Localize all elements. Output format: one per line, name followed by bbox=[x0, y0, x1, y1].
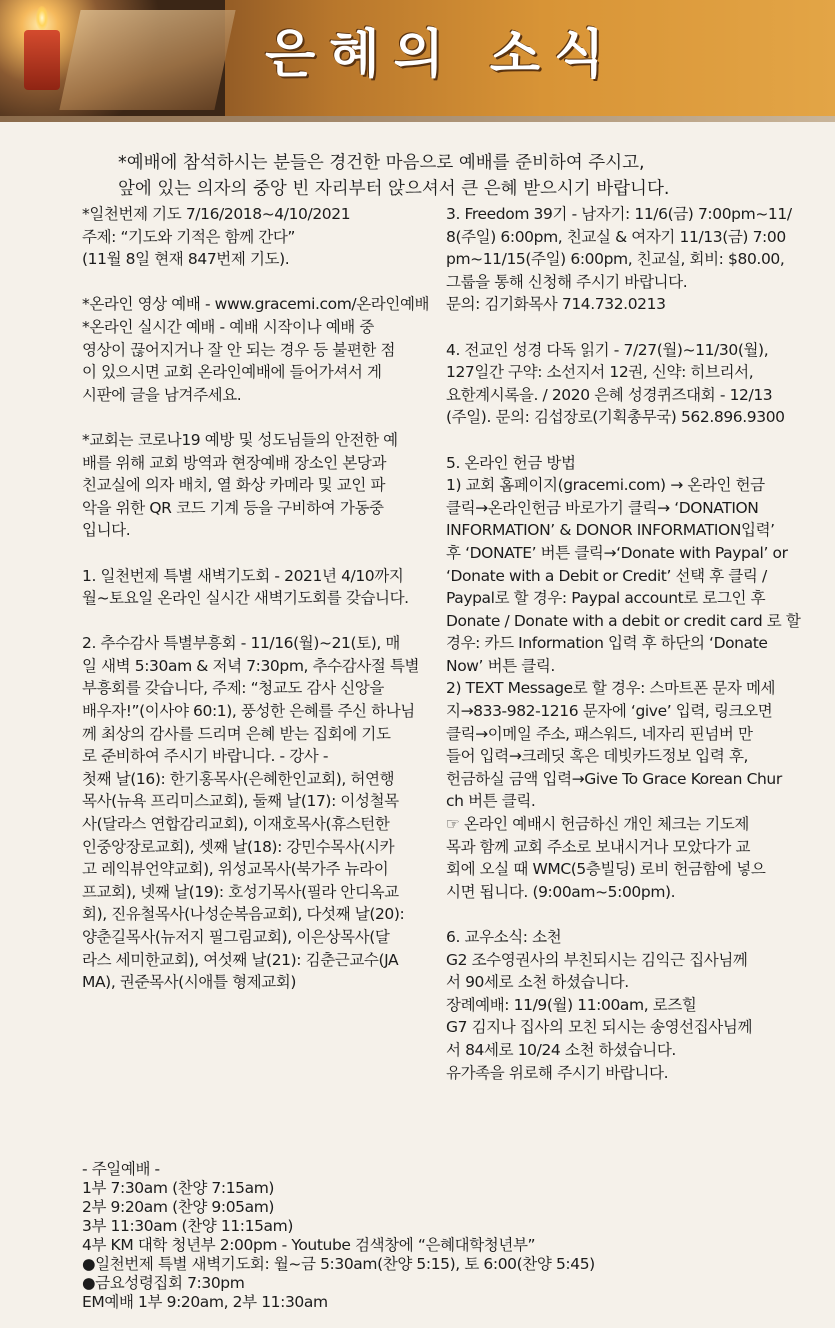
schedule-line: 1부 7:30am (찬양 7:15am) bbox=[82, 1179, 275, 1197]
notice-line: 배우자!”(이사야 60:1), 풍성한 은혜를 주신 하나님 bbox=[82, 702, 415, 721]
notice-line: G7 김지나 집사의 모친 되시는 송영선집사님께 bbox=[446, 1018, 753, 1037]
notice-line: 부흥회를 갖습니다, 주제: “청교도 감사 신앙을 bbox=[82, 679, 384, 698]
notice-line: 영상이 끊어지거나 잘 안 되는 경우 등 불편한 점 bbox=[82, 340, 396, 359]
notice-line: 시판에 글을 남겨주세요. bbox=[82, 385, 242, 404]
notice-line: 이 있으시면 교회 온라인예배에 들어가셔서 게 bbox=[82, 363, 382, 382]
notice-line: 프교회), 넷째 날(19): 호성기목사(필라 안디옥교 bbox=[82, 882, 399, 901]
notice-line: 목과 함께 교회 주소로 보내시거나 모았다가 교 bbox=[446, 837, 751, 856]
left-column bbox=[82, 203, 434, 1016]
notice-line: 회에 오실 때 WMC(5층빌딩) 로비 헌금함에 넣으 bbox=[446, 860, 766, 879]
notice-line: 친교실에 의자 배치, 열 화상 카메라 및 교인 파 bbox=[82, 476, 386, 495]
notice-line: 로 준비하여 주시기 바랍니다. - 강사 - bbox=[82, 747, 329, 766]
notice-line: 입니다. bbox=[82, 521, 131, 540]
notice-line: Now’ 버튼 클릭. bbox=[446, 656, 555, 675]
notice-line: *온라인 실시간 예배 - 예배 시작이나 예배 중 bbox=[82, 317, 374, 336]
notice-line: (11월 8일 현재 847번제 기도). bbox=[82, 250, 290, 269]
notice-block bbox=[82, 565, 434, 610]
notice-line: INFORMATION’ & DONOR INFORMATION입력’ bbox=[446, 521, 775, 540]
notice-line: 2) TEXT Message로 할 경우: 스마트폰 문자 메세 bbox=[446, 679, 776, 698]
candle-prayer-photo bbox=[0, 0, 225, 116]
notice-block bbox=[446, 452, 801, 904]
notice-line: 1. 일천번제 특별 새벽기도회 - 2021년 4/10까지 bbox=[82, 566, 404, 585]
notice-line: 5. 온라인 헌금 방법 bbox=[446, 453, 576, 472]
notice-block bbox=[82, 203, 434, 271]
schedule-line: 4부 KM 대학 청년부 2:00pm - Youtube 검색창에 “은혜대학청년부” bbox=[82, 1236, 536, 1254]
notice-line: 127일간 구약: 소선지서 12권, 신약: 히브리서, bbox=[446, 363, 754, 382]
notice-line: 3. Freedom 39기 - 남자기: 11/6(금) 7:00pm~11/ bbox=[446, 205, 792, 223]
notice-block bbox=[82, 293, 434, 406]
notice-line: *일천번제 기도 7/16/2018~4/10/2021 bbox=[82, 205, 351, 223]
notice-line: ☞ 온라인 예배시 헌금하신 개인 체크는 기도제 bbox=[446, 815, 749, 834]
open-bible-image bbox=[59, 10, 235, 110]
notice-line: Donate / Donate with a debit or credit card 로 할 bbox=[446, 611, 801, 630]
notice-block bbox=[446, 203, 798, 316]
notice-line: 1) 교회 홈페이지(gracemi.com) → 온라인 헌금 bbox=[446, 476, 765, 495]
notice-line: 회), 진유철목사(나성순복음교회), 다섯째 날(20): bbox=[82, 905, 405, 924]
notice-line: 들어 입력→크레딧 혹은 데빗카드정보 입력 후, bbox=[446, 747, 749, 766]
page-title: 은혜의 소식 bbox=[265, 24, 619, 85]
notice-block bbox=[82, 429, 434, 542]
notice-line: G2 조수영권사의 부친되시는 김익근 집사님께 bbox=[446, 950, 748, 969]
schedule-line: ●금요성령집회 7:30pm bbox=[82, 1274, 245, 1292]
notice-line: 주제: “기도와 기적은 함께 간다” bbox=[82, 227, 296, 246]
notice-line: Paypal로 할 경우: Paypal account로 로그인 후 bbox=[446, 589, 766, 608]
notice-line: MA), 권준목사(시애틀 형제교회) bbox=[82, 973, 297, 992]
notice-line: 월~토요일 온라인 실시간 새벽기도회를 갖습니다. bbox=[82, 589, 409, 608]
notice-line: 악을 위한 QR 코드 기계 등을 구비하여 가동중 bbox=[82, 498, 384, 517]
notice-line: 사(달라스 연합감리교회), 이재호목사(휴스턴한 bbox=[82, 815, 390, 834]
notice-line: 요한계시록을. / 2020 은혜 성경퀴즈대회 - 12/13 bbox=[446, 385, 773, 404]
notice-line: ‘Donate with a Debit or Credit’ 선택 후 클릭 / bbox=[446, 566, 767, 585]
schedule-line: 3부 11:30am (찬양 11:15am) bbox=[82, 1217, 293, 1235]
notice-line: 인중앙장로교회), 셋째 날(18): 강민수목사(시카 bbox=[82, 837, 395, 856]
notice-line: 4. 전교인 성경 다독 읽기 - 7/27(월)~11/30(월), bbox=[446, 340, 769, 359]
notice-line: 배를 위해 교회 방역과 현장예배 장소인 본당과 bbox=[82, 453, 387, 472]
notice-line: 후 ‘DONATE’ 버튼 클릭→‘Donate with Paypal’ or bbox=[446, 543, 788, 562]
worship-schedule bbox=[82, 1160, 782, 1312]
notice-block bbox=[446, 926, 798, 1084]
notice-line: 고 레익뷰언약교회), 위성교목사(북가주 뉴라이 bbox=[82, 860, 389, 879]
flame-icon bbox=[36, 6, 48, 30]
notice-line: 헌금하실 금액 입력→Give To Grace Korean Chur bbox=[446, 769, 782, 788]
notice-line: 시면 됩니다. (9:00am~5:00pm). bbox=[446, 882, 676, 901]
notice-block bbox=[446, 339, 798, 429]
notice-line: 클릭→이메일 주소, 패스워드, 네자리 핀넘버 만 bbox=[446, 724, 753, 743]
notice-line: 6. 교우소식: 소천 bbox=[446, 928, 562, 946]
notice-line: 일 새벽 5:30am & 저녁 7:30pm, 추수감사절 특별 bbox=[82, 656, 420, 675]
notice-line: (주일). 문의: 김섭장로(기획총무국) 562.896.9300 bbox=[446, 408, 785, 427]
header-divider bbox=[0, 116, 835, 122]
notice-line: 서 84세로 10/24 소천 하셨습니다. bbox=[446, 1040, 676, 1059]
notice-line: 경우: 카드 Information 입력 후 하단의 ‘Donate bbox=[446, 634, 768, 653]
notice-line: 께 최상의 감사를 드리며 은혜 받는 집회에 기도 bbox=[82, 724, 391, 743]
notice-line: 클릭→온라인헌금 바로가기 클릭→ ‘DONATION bbox=[446, 498, 759, 517]
schedule-line: ●일천번제 특별 새벽기도회: 월~금 5:30am(찬양 5:15), 토 6:00(찬양 5:45) bbox=[82, 1255, 595, 1273]
notice-line: 8(주일) 6:00pm, 친교실 & 여자기 11/13(금) 7:00 bbox=[446, 227, 786, 246]
notice-line: 유가족을 위로해 주시기 바랍니다. bbox=[446, 1063, 669, 1082]
schedule-line: 2부 9:20am (찬양 9:05am) bbox=[82, 1198, 275, 1216]
candle-icon bbox=[24, 30, 60, 90]
notice-line: 그룹을 통해 신청해 주시기 바랍니다. bbox=[446, 272, 688, 291]
intro-notice bbox=[118, 150, 818, 202]
header-banner bbox=[0, 0, 835, 116]
notice-line: 문의: 김기화목사 714.732.0213 bbox=[446, 295, 666, 314]
notice-line: 첫째 날(16): 한기홍목사(은혜한인교회), 허연행 bbox=[82, 769, 395, 788]
notice-line: 라스 세미한교회), 여섯째 날(21): 김춘근교수(JA bbox=[82, 950, 399, 969]
notice-line: 서 90세로 소천 하셨습니다. bbox=[446, 973, 629, 992]
notice-block bbox=[82, 632, 434, 994]
notice-line: 장례예배: 11/9(월) 11:00am, 로즈힐 bbox=[446, 995, 697, 1014]
intro-line: *예배에 참석하시는 분들은 경건한 마음으로 예배를 준비하여 주시고, bbox=[118, 153, 645, 173]
schedule-line: EM예배 1부 9:20am, 2부 11:30am bbox=[82, 1293, 328, 1311]
notice-line: pm~11/15(주일) 6:00pm, 친교실, 회비: $80.00, bbox=[446, 250, 785, 269]
schedule-line: - 주일예배 - bbox=[82, 1160, 160, 1178]
notice-line: 2. 추수감사 특별부흥회 - 11/16(월)~21(토), 매 bbox=[82, 634, 400, 653]
notice-line: 목사(뉴욕 프리미스교회), 둘째 날(17): 이성철목 bbox=[82, 792, 399, 811]
right-column bbox=[446, 203, 801, 1107]
notice-line: 양춘길목사(뉴저지 필그림교회), 이은상목사(달 bbox=[82, 928, 390, 946]
intro-line: 앞에 있는 의자의 중앙 빈 자리부터 앉으셔서 큰 은혜 받으시기 바랍니다. bbox=[118, 179, 670, 199]
notice-line: 지→833-982-1216 문자에 ‘give’ 입력, 링크오면 bbox=[446, 702, 773, 721]
notice-line: *온라인 영상 예배 - www.gracemi.com/온라인예배 bbox=[82, 295, 430, 314]
notice-line: *교회는 코로나19 예방 및 성도님들의 안전한 예 bbox=[82, 430, 398, 449]
notice-line: ch 버튼 클릭. bbox=[446, 792, 536, 811]
